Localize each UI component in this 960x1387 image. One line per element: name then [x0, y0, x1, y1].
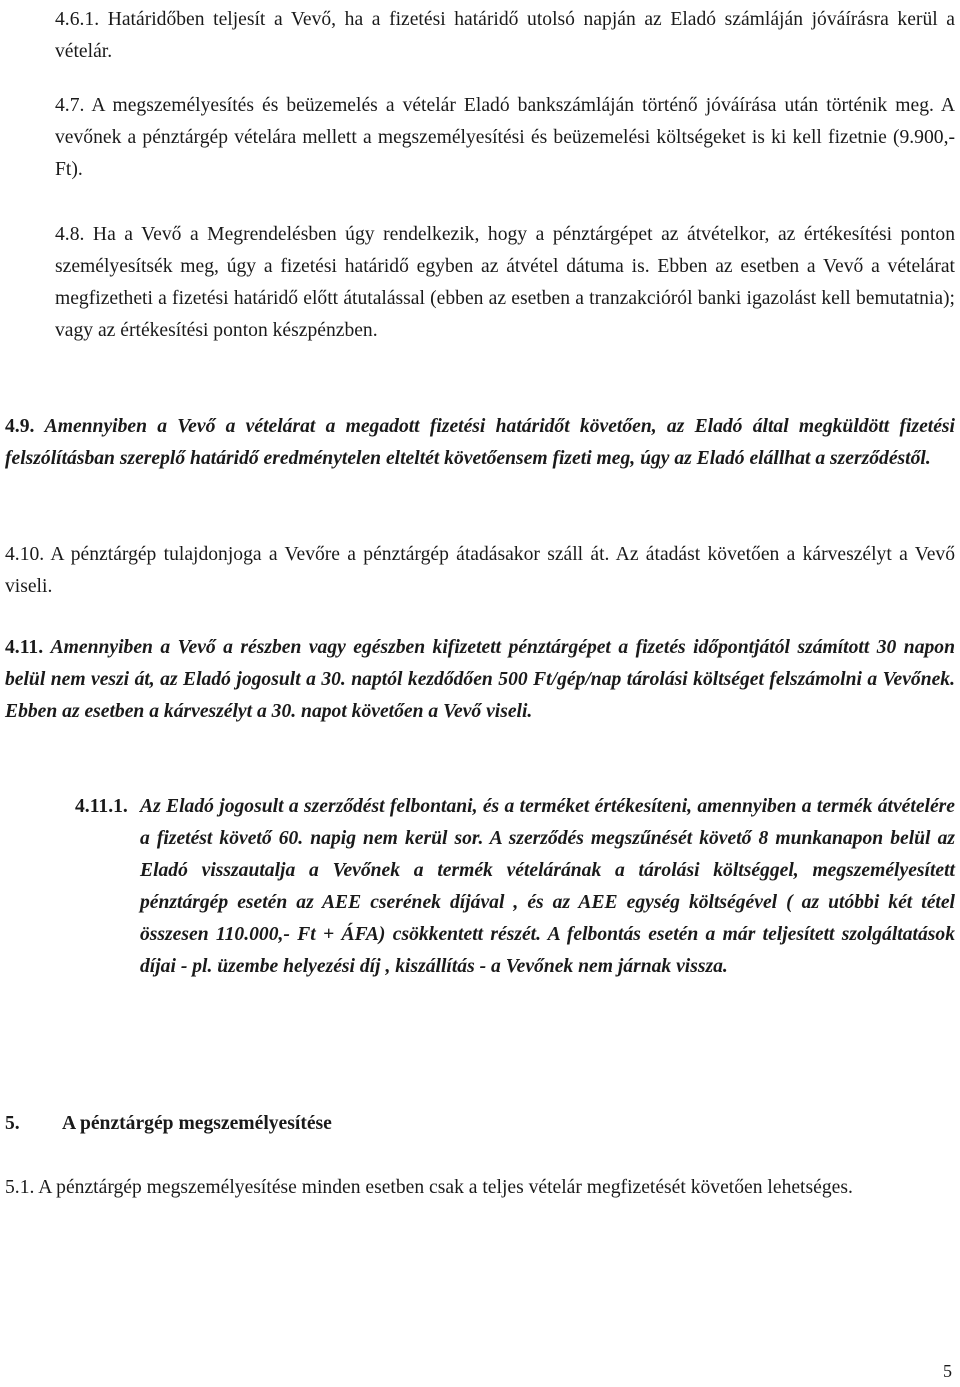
paragraph-4-8: [55, 219, 960, 347]
heading-title: A pénztárgép megszemélyesítése: [62, 1113, 332, 1134]
paragraph-text: Ha a Vevő a Megrendelésben úgy rendelkezik, hogy a pénztárgépet az átvételkor, az értékesítési ponton személyesítsék meg, úgy a fizetési határidő egyben az átvétel dátuma is. Ebben az esetben a Vevő a vételárat megfizetheti a fizetési határidő előtt átutalással (ebben az esetben a tranzakcióról banki igazolást kell bemutatnia); vagy az értékesítési ponton készpénzben.: [55, 224, 960, 341]
paragraph-4-6-1: [55, 4, 960, 68]
paragraph-4-10: [5, 539, 960, 603]
paragraph-number: 5.1.: [5, 1177, 35, 1198]
paragraph-number: 4.11.1.: [75, 796, 128, 817]
paragraph-number: 4.7.: [55, 95, 85, 116]
paragraph-number: 4.11.: [5, 637, 44, 658]
paragraph-5-1: [5, 1172, 955, 1204]
paragraph-4-7: [55, 90, 960, 186]
paragraph-text: A megszemélyesítés és beüzemelés a vételár Eladó bankszámláján történő jóváírása után történik meg. A vevőnek a pénztárgép vételára mellett a megszemélyesítési és beüzemelési költségeket is ki kell fizetnie (9.900,- Ft).: [55, 95, 960, 180]
paragraph-number: 4.8.: [55, 224, 85, 245]
heading-number: 5.: [5, 1113, 20, 1134]
paragraph-text: A pénztárgép tulajdonjoga a Vevőre a pénztárgép átadásakor száll át. Az átadást követően a kárveszélyt a Vevő viseli.: [5, 544, 960, 597]
paragraph-number: 4.9.: [5, 416, 35, 437]
page-number: 5: [943, 1361, 952, 1381]
paragraph-text: Határidőben teljesít a Vevő, ha a fizetési határidő utolsó napján az Eladó számláján jóváírásra kerül a vételár.: [55, 9, 960, 62]
paragraph-4-9: [5, 411, 960, 475]
paragraph-text: A pénztárgép megszemélyesítése minden esetben csak a teljes vételár megfizetését követően lehetséges.: [38, 1177, 853, 1198]
paragraph-4-11: [5, 632, 960, 728]
paragraph-number: 4.10.: [5, 544, 45, 565]
paragraph-text: Amennyiben a Vevő a vételárat a megadott fizetési határidőt követően, az Eladó által megküldött fizetési felszólításban szereplő határidő eredménytelen elteltét követőensem fizeti meg, úgy az Eladó elállhat a szerződéstől.: [5, 416, 960, 469]
paragraph-text: Amennyiben a Vevő a részben vagy egészben kifizetett pénztárgépet a fizetés időpontjától számított 30 napon belül nem veszi át, az Eladó jogosult a 30. naptól kezdődően 500 Ft/gép/nap tárolási költséget felszámolni a Vevőnek. Ebben az esetben a kárveszélyt a 30. napot követően a Vevő viseli.: [5, 637, 960, 722]
paragraph-text: Az Eladó jogosult a szerződést felbontani, és a terméket értékesíteni, amennyiben a termék átvételére a fizetést követő 60. napig nem kerül sor. A szerződés megszűnését követő 8 munkanapon belül az Eladó visszautalja a Vevőnek a termék vételárának a tárolási költséggel, megszemélyesített pénztárgép esetén az AEE cserének díjával , és az AEE egység költségével ( az utóbbi két tétel összesen 110.000,- Ft + ÁFA) csökkentett részét. A felbontás esetén a már teljesített szolgáltatások díjai - pl. üzembe helyezési díj , kiszállítás - a Vevőnek nem járnak vissza.: [140, 796, 960, 977]
paragraph-number: 4.6.1.: [55, 9, 100, 30]
